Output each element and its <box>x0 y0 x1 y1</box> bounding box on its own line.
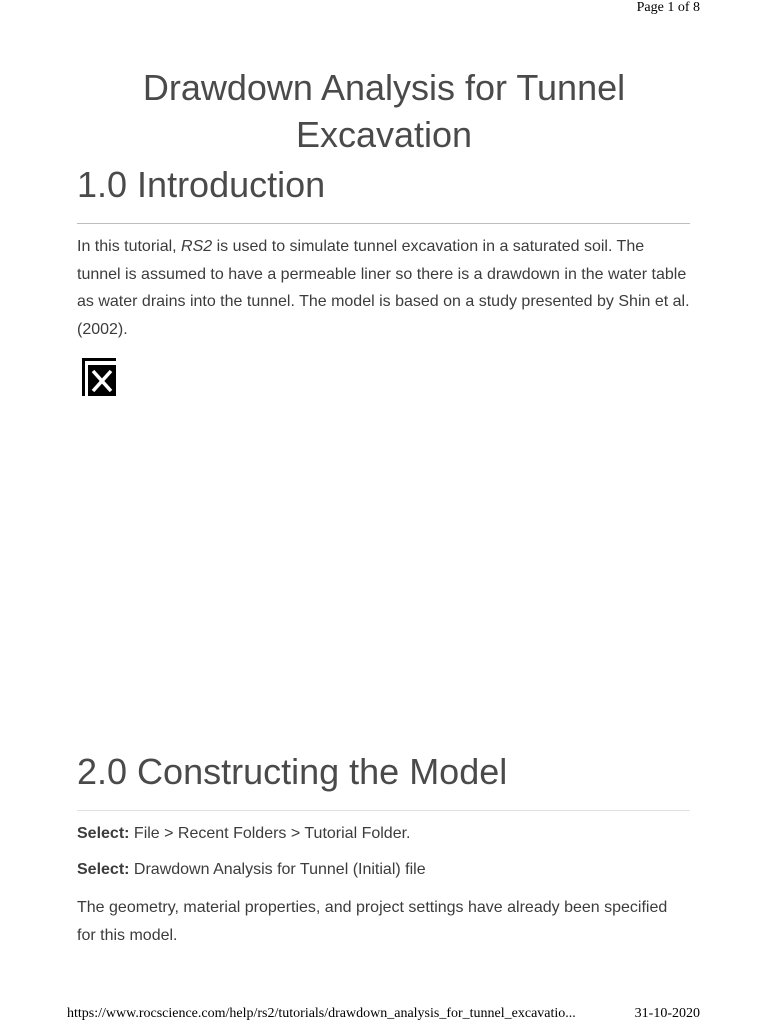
intro-paragraph <box>77 233 690 343</box>
intro-text-rest: is used to simulate tunnel excavation in a saturated soil. The tunnel is assumed to have a permeable liner so there is a drawdown in the water table as water drains into the tunnel. The model is based on a study presented by Shin et al. (2002). <box>77 238 690 338</box>
page-title-line-1: Drawdown Analysis for Tunnel <box>142 67 626 108</box>
model-setup-paragraph: The geometry, material properties, and project settings have already been specified for this model. <box>77 899 668 944</box>
section-divider <box>77 223 690 224</box>
select-label: Select: <box>77 861 130 878</box>
select-instruction-text: Drawdown Analysis for Tunnel (Initial) file <box>129 861 426 878</box>
section-heading-constructing-model: 2.0 Constructing the Model <box>77 751 508 792</box>
section-heading-introduction: 1.0 Introduction <box>77 164 326 205</box>
page-title <box>0 64 768 158</box>
select-instruction-text: File > Recent Folders > Tutorial Folder. <box>129 825 411 842</box>
software-name: RS2 <box>181 238 213 255</box>
section-divider <box>77 810 690 811</box>
footer-url: https://www.rocscience.com/help/rs2/tutorials/drawdown_analysis_for_tunnel_excavatio... <box>67 1006 576 1021</box>
page-title-line-2: Excavation <box>295 114 473 155</box>
select-instruction-folder <box>77 820 690 848</box>
intro-text-start: In this tutorial, <box>77 238 182 255</box>
broken-image-icon <box>80 356 116 398</box>
select-instruction-file <box>77 856 690 884</box>
footer-date: 31-10-2020 <box>634 1006 700 1021</box>
select-label: Select: <box>77 825 130 842</box>
page-counter: Page 1 of 8 <box>636 0 700 15</box>
